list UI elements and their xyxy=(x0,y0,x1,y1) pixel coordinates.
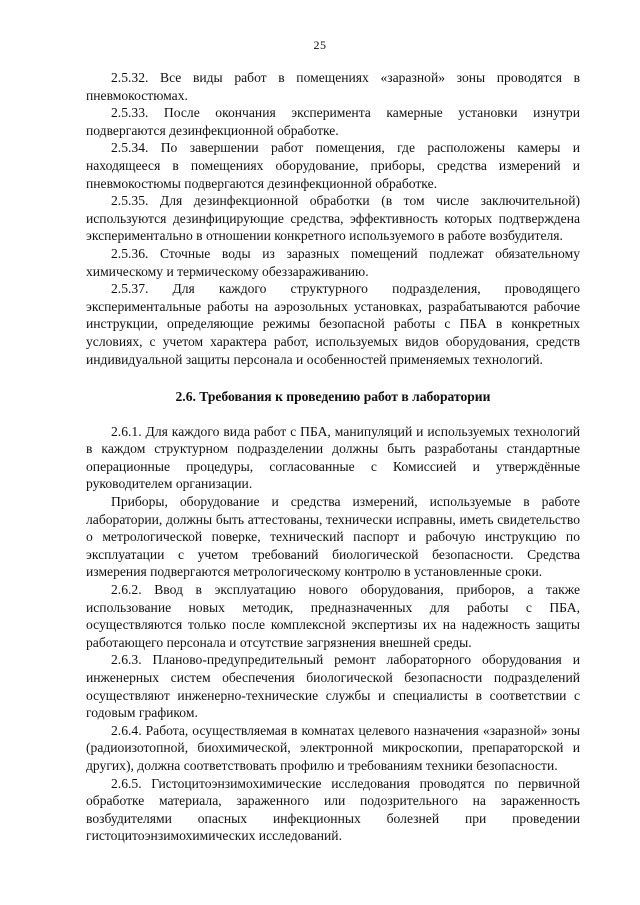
paragraph-2-6-3: 2.6.3. Планово-предупредительный ремонт лабораторного оборудования и инженерных систем обеспечения биологической безопасности подразделений осуществляют инженерно-технические службы и специалисты в соответствии с годовым графиком. xyxy=(86,652,580,721)
paragraph-2-5-35: 2.5.35. Для дезинфекционной обработки (в том числе заключительной) используются дезинфицирующие средства, эффективность которых подтверждена экспериментально в отношении конкретного используемого в работе возбудителя. xyxy=(86,193,580,244)
paragraph-2-5-37: 2.5.37. Для каждого структурного подразделения, проводящего экспериментальные работы на аэрозольных установках, разрабатываются рабочие инструкции, определяющие режимы безопасной работы с ПБА в конкретных условиях, с учетом характера работ, используемых видов оборудования, средств индивидуальной защиты персонала и особенностей применяемых технологий. xyxy=(86,281,580,367)
paragraph-2-5-32: 2.5.32. Все виды работ в помещениях «заразной» зоны проводятся в пневмокостюмах. xyxy=(86,70,580,103)
paragraph-2-5-33: 2.5.33. После окончания эксперимента камерные установки изнутри подвергаются дезинфекционной обработке. xyxy=(86,105,580,138)
paragraph-2-5-36: 2.5.36. Сточные воды из заразных помещений подлежат обязательному химическому и термическому обеззараживанию. xyxy=(86,245,580,279)
paragraph-2-6-4: 2.6.4. Работа, осуществляемая в комнатах целевого назначения «заразной» зоны (радиоизотопной, биохимической, электронной микроскопии, препараторской и других), должна соответствовать профилю и требованиям техники безопасности. xyxy=(86,722,580,773)
paragraph-2-6-5: 2.6.5. Гистоцитоэнзимохимические исследования проводятся по первичной обработке материала, зараженного или подозрительного на зараженность возбудителями опасных инфекционных болезней при проведении гистоцитоэнзимохимических исследований. xyxy=(86,775,580,844)
document-body xyxy=(86,69,580,845)
paragraph-equipment: Приборы, оборудование и средства измерений, используемые в работе лаборатории, должны быть аттестованы, технически исправны, иметь свидетельство о метрологической поверке, технический паспорт и рабочую инструкцию по эксплуатации с учетом требований биологической безопасности. Средства измерения подвергаются метрологическому контролю в установленные сроки. xyxy=(86,494,580,580)
section-heading: 2.6. Требования к проведению работ в лаборатории xyxy=(175,389,491,405)
paragraph-2-5-34: 2.5.34. По завершении работ помещения, где расположены камеры и находящееся в помещениях оборудование, приборы, средства измерений и пневмокостюмы подвергаются дезинфекционной обработке. xyxy=(86,140,580,191)
paragraph-2-6-1: 2.6.1. Для каждого вида работ с ПБА, манипуляций и используемых технологий в каждом структурном подразделении должны быть разработаны стандартные операционные процедуры, согласованные с Комиссией и утверждённые руководителем организации. xyxy=(86,423,580,492)
paragraph-2-6-2: 2.6.2. Ввод в эксплуатацию нового оборудования, приборов, а также использование новых методик, предназначенных для работы с ПБА, осуществляются только после комплексной экспертизы их на надежность защиты работающего персонала и отсутствие загрязнения внешней среды. xyxy=(86,582,580,650)
page-number: 25 xyxy=(313,38,327,52)
